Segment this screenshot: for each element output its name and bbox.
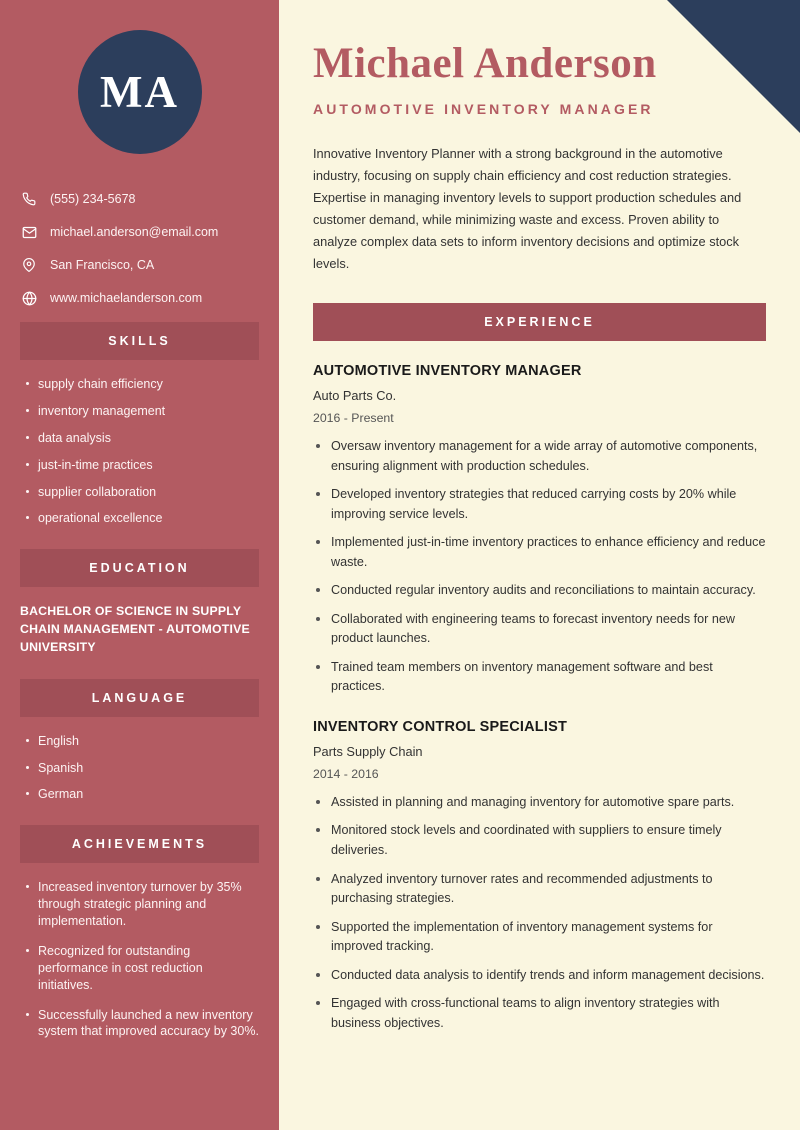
list-item: Implemented just-in-time inventory practices to enhance efficiency and reduce waste. (313, 533, 766, 572)
list-item: Monitored stock levels and coordinated with suppliers to ensure timely deliveries. (313, 821, 766, 860)
list-item: German (26, 786, 259, 803)
section-header-skills: SKILLS (20, 322, 259, 360)
job-dates: 2014 - 2016 (313, 766, 379, 781)
job-company: Auto Parts Co. (313, 388, 397, 404)
job-bullets (313, 793, 766, 1033)
section-header-education: EDUCATION (20, 549, 259, 587)
job-dates: 2016 - Present (313, 411, 394, 426)
list-item: data analysis (26, 430, 259, 447)
contact-email-text: michael.anderson@email.com (50, 224, 219, 239)
list-item: Spanish (26, 760, 259, 777)
envelope-icon (18, 223, 40, 241)
achievements-list (0, 879, 279, 1040)
main-column (279, 0, 800, 1130)
list-item: Analyzed inventory turnover rates and recommended adjustments to purchasing strategies. (313, 870, 766, 909)
list-item: just-in-time practices (26, 457, 259, 474)
section-header-language: LANGUAGE (20, 679, 259, 717)
profile-summary: Innovative Inventory Planner with a strong background in the automotive industry, focusing on supply chain efficiency and cost reduction strategies. Expertise in managing inventory levels to support production schedules and customer demand, while minimizing waste and excess. Proven ability to analyze complex data sets to inform inventory decisions and optimize stock levels. (313, 146, 742, 272)
list-item: English (26, 733, 259, 750)
job-bullets (313, 437, 766, 697)
list-item: Oversaw inventory management for a wide array of automotive components, ensuring alignment with production schedules. (313, 437, 766, 476)
list-item: operational excellence (26, 510, 259, 527)
list-item: Supported the implementation of inventory management systems for improved tracking. (313, 918, 766, 957)
list-item: Successfully launched a new inventory system that improved accuracy by 30%. (26, 1007, 259, 1041)
contact-website-text: www.michaelanderson.com (50, 290, 203, 305)
list-item: Trained team members on inventory management software and best practices. (313, 658, 766, 697)
language-list (0, 733, 279, 804)
list-item: Assisted in planning and managing inventory for automotive spare parts. (313, 793, 766, 813)
job-role: AUTOMOTIVE INVENTORY MANAGER (313, 363, 582, 380)
list-item: Conducted regular inventory audits and reconciliations to maintain accuracy. (313, 581, 766, 601)
location-pin-icon (18, 256, 40, 274)
job-title: AUTOMOTIVE INVENTORY MANAGER (313, 101, 654, 118)
list-item: inventory management (26, 403, 259, 420)
phone-icon (18, 190, 40, 208)
list-item: Conducted data analysis to identify trends and inform management decisions. (313, 966, 766, 986)
list-item: Developed inventory strategies that reduced carrying costs by 20% while improving service levels. (313, 485, 766, 524)
list-item: supplier collaboration (26, 484, 259, 501)
contact-location (18, 256, 279, 274)
job-role: INVENTORY CONTROL SPECIALIST (313, 718, 568, 735)
experience-entry (313, 363, 766, 697)
avatar: MA (78, 30, 202, 154)
contact-list (0, 190, 279, 307)
corner-decoration (667, 0, 800, 133)
globe-icon (18, 289, 40, 307)
job-company: Parts Supply Chain (313, 743, 423, 759)
section-header-experience: EXPERIENCE (313, 303, 766, 341)
page-title: Michael Anderson (313, 40, 657, 87)
list-item: supply chain efficiency (26, 376, 259, 393)
education-entry: BACHELOR OF SCIENCE IN SUPPLY CHAIN MANAGEMENT - AUTOMOTIVE UNIVERSITY (20, 604, 250, 654)
list-item: Collaborated with engineering teams to forecast inventory needs for new product launches. (313, 610, 766, 649)
list-item: Recognized for outstanding performance in cost reduction initiatives. (26, 943, 259, 994)
list-item: Engaged with cross-functional teams to align inventory strategies with business objectives. (313, 994, 766, 1033)
section-header-achievements: ACHIEVEMENTS (20, 825, 259, 863)
contact-website (18, 289, 279, 307)
experience-entry (313, 719, 766, 1033)
sidebar (0, 0, 279, 1130)
contact-phone-text: (555) 234-5678 (50, 191, 136, 206)
contact-location-text: San Francisco, CA (50, 257, 155, 272)
list-item: Increased inventory turnover by 35% through strategic planning and implementation. (26, 879, 259, 930)
contact-phone (18, 190, 279, 208)
avatar-wrap (0, 0, 279, 154)
contact-email (18, 223, 279, 241)
skills-list (0, 376, 279, 527)
